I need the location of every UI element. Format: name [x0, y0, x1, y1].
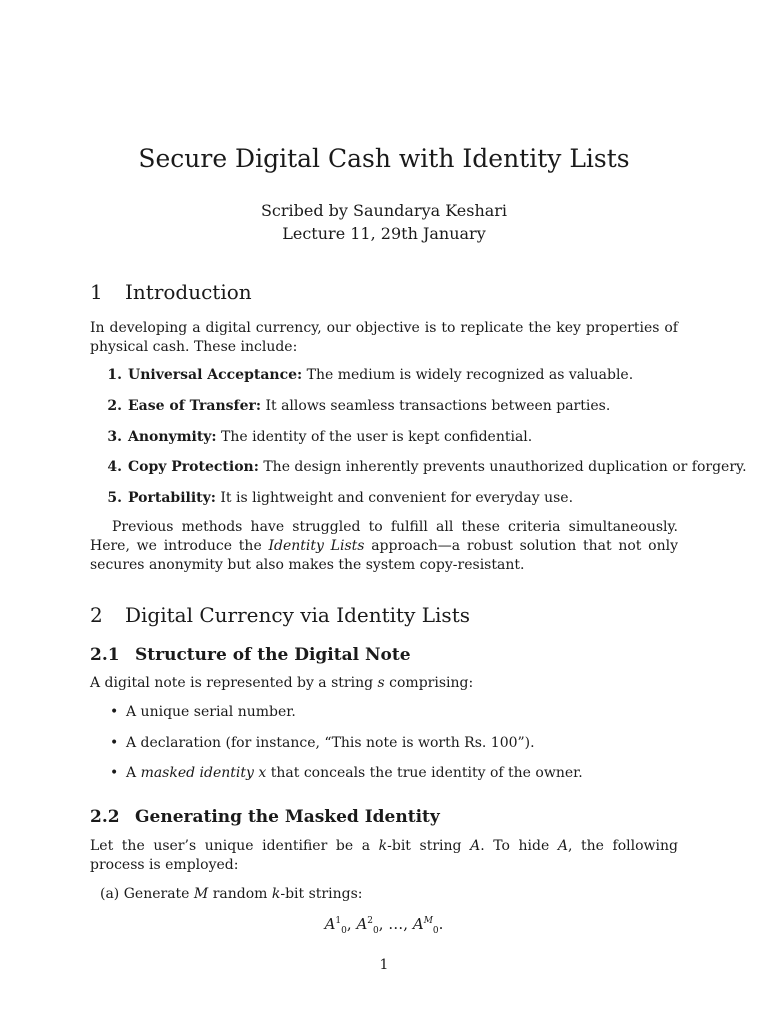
list-item: 5. Portability: It is lightweight and convenient for everyday use. [107, 490, 574, 506]
list-item: • A declaration (for instance, “This note is worth Rs. 100”). [110, 735, 535, 751]
section-title: Introduction [125, 280, 252, 304]
list-item: • A unique serial number. [110, 704, 296, 720]
list-item: 1. Universal Acceptance: The medium is widely recognized as valuable. [107, 367, 634, 383]
bullet-icon: • [110, 735, 119, 751]
random-strings-equation: $A^1_0$, $A^2_0$, …, $A^M_0$. [324, 915, 444, 936]
section-number: 2 [90, 603, 103, 627]
intro-paragraph: In developing a digital currency, our objective is to replicate the key properties of physical cash. These include: [90, 320, 678, 355]
step-label: (a) [100, 886, 120, 902]
subsection-2-1-heading: 2.1 Structure of the Digital Note [90, 645, 411, 665]
section-title: Digital Currency via Identity Lists [125, 603, 470, 627]
bullet-icon: • [110, 765, 119, 781]
bullet-icon: • [110, 704, 119, 720]
list-item: • A masked identity x that conceals the true identity of the owner. [110, 765, 583, 781]
author-line: Scribed by Saundarya Keshari [260, 201, 508, 220]
list-item: (a) Generate M random k-bit strings: [100, 886, 363, 902]
section-number: 1 [90, 280, 103, 304]
section-1-heading [90, 280, 252, 304]
lecture-line: Lecture 11, 29th January [282, 224, 486, 243]
list-item: 3. Anonymity: The identity of the user is kept confidential. [107, 429, 533, 445]
subsection-2-2-heading: 2.2 Generating the Masked Identity [90, 807, 440, 827]
list-item: 4. Copy Protection: The design inherently prevents unauthorized duplication or forgery. [107, 459, 747, 475]
structure-intro: A digital note is represented by a string s comprising: [90, 675, 474, 691]
page-number: 1 [379, 957, 389, 973]
section-2-heading [90, 603, 470, 627]
masked-identity-paragraph: Let the user’s unique identifier be a k-bit string A. To hide A, the following process is employed: [90, 838, 678, 873]
closing-paragraph: Previous methods have struggled to fulfill all these criteria simultaneously. Here, we introduce the Identity Lists approach—a robust solution that not only secures anonymity but also makes the system copy-resistant. [90, 519, 679, 573]
list-item: 2. Ease of Transfer: It allows seamless transactions between parties. [107, 398, 611, 414]
paper-title: Secure Digital Cash with Identity Lists [138, 144, 630, 173]
